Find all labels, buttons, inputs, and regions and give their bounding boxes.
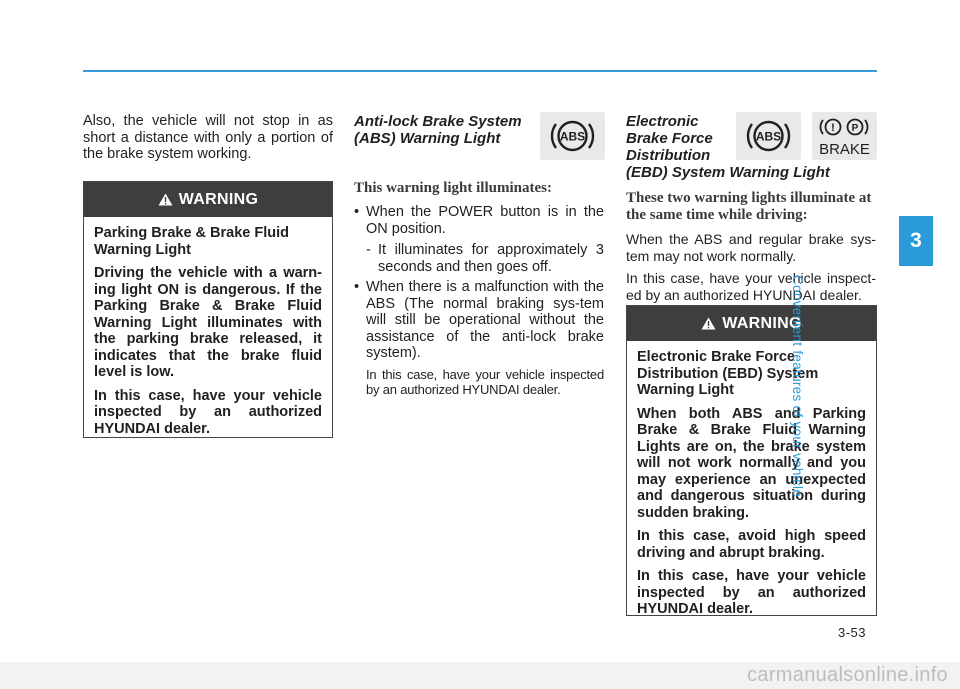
warning-label: WARNING (722, 314, 802, 332)
body-paragraph: In this case, have your vehicle inspect-ed by an authorized HYUNDAI dealer. (626, 270, 876, 303)
warning-paragraph: Driving the vehicle with a warn-ing light ON is dangerous. If the Parking Brake & Brake Fluid Warning Light illuminates with the parking brake released, it indicates that the brake fluid level is low. (94, 265, 322, 380)
warning-header (627, 306, 876, 341)
warning-title: Electronic Brake Force Distribution (EBD) System Warning Light (637, 349, 819, 398)
list-item: • When the POWER button is in the ON position. (354, 204, 604, 237)
note-paragraph: In this case, have your vehicle inspected by an authorized HYUNDAI dealer. (366, 366, 604, 397)
body-paragraph: When the ABS and regular brake sys-tem may not work normally. (626, 231, 876, 264)
warning-paragraph: In this case, avoid high speed driving and abrupt braking. (637, 528, 866, 561)
warning-box-parking-brake (83, 181, 333, 438)
list-item: • When there is a malfunction with the ABS (The normal braking sys-tem will still be operational without the assistance of the anti-lock brake system). (354, 279, 604, 361)
page-number: 3-53 (838, 625, 867, 640)
warning-paragraph: In this case, have your vehicle inspected by an authorized HYUNDAI dealer. (94, 387, 322, 437)
warning-label: WARNING (178, 190, 259, 208)
warning-box-ebd (626, 305, 877, 616)
warning-paragraph: When both ABS and Parking Brake & Brake Fluid Warning Lights are on, the brake system will not work normally and you may experience an unexpected and dangerous situation during sudden braking. (637, 405, 866, 521)
subheading: This warning light illuminates: (354, 180, 552, 196)
warning-triangle-icon (701, 317, 716, 330)
brake-warning-light-icon (812, 112, 877, 160)
svg-text:BRAKE: BRAKE (819, 141, 870, 158)
column-left (83, 113, 333, 163)
subheading: These two warning lights illuminate at the same time while driving: (626, 190, 872, 223)
section-heading-ebd: Electronic Brake Force Distribution (EBD) System Warning Light (626, 113, 830, 181)
watermark-text: carmanualsonline.info (747, 664, 948, 686)
svg-text:!: ! (831, 122, 835, 134)
warning-triangle-icon (158, 193, 173, 206)
warning-header (84, 182, 332, 217)
list-subitem: - It illuminates for approximately 3 seconds and then goes off. (366, 242, 604, 275)
warning-paragraph: In this case, have your vehicle inspected by an authorized HYUNDAI dealer. (637, 568, 866, 617)
abs-warning-light-icon (736, 112, 801, 160)
warning-title: Parking Brake & Brake Fluid Warning Light (94, 225, 290, 258)
chapter-tab: 3 (899, 216, 933, 266)
svg-text:ABS: ABS (755, 129, 782, 144)
abs-warning-light-icon (540, 112, 605, 160)
watermark-bar (0, 662, 960, 689)
intro-paragraph: Also, the vehicle will not stop in as short a distance with only a portion of the brake system working. (83, 113, 333, 162)
section-heading-abs: Anti-lock Brake System (ABS) Warning Light (354, 113, 522, 147)
svg-text:ABS: ABS (559, 129, 586, 144)
svg-text:P: P (851, 123, 859, 134)
header-rule (83, 70, 877, 72)
